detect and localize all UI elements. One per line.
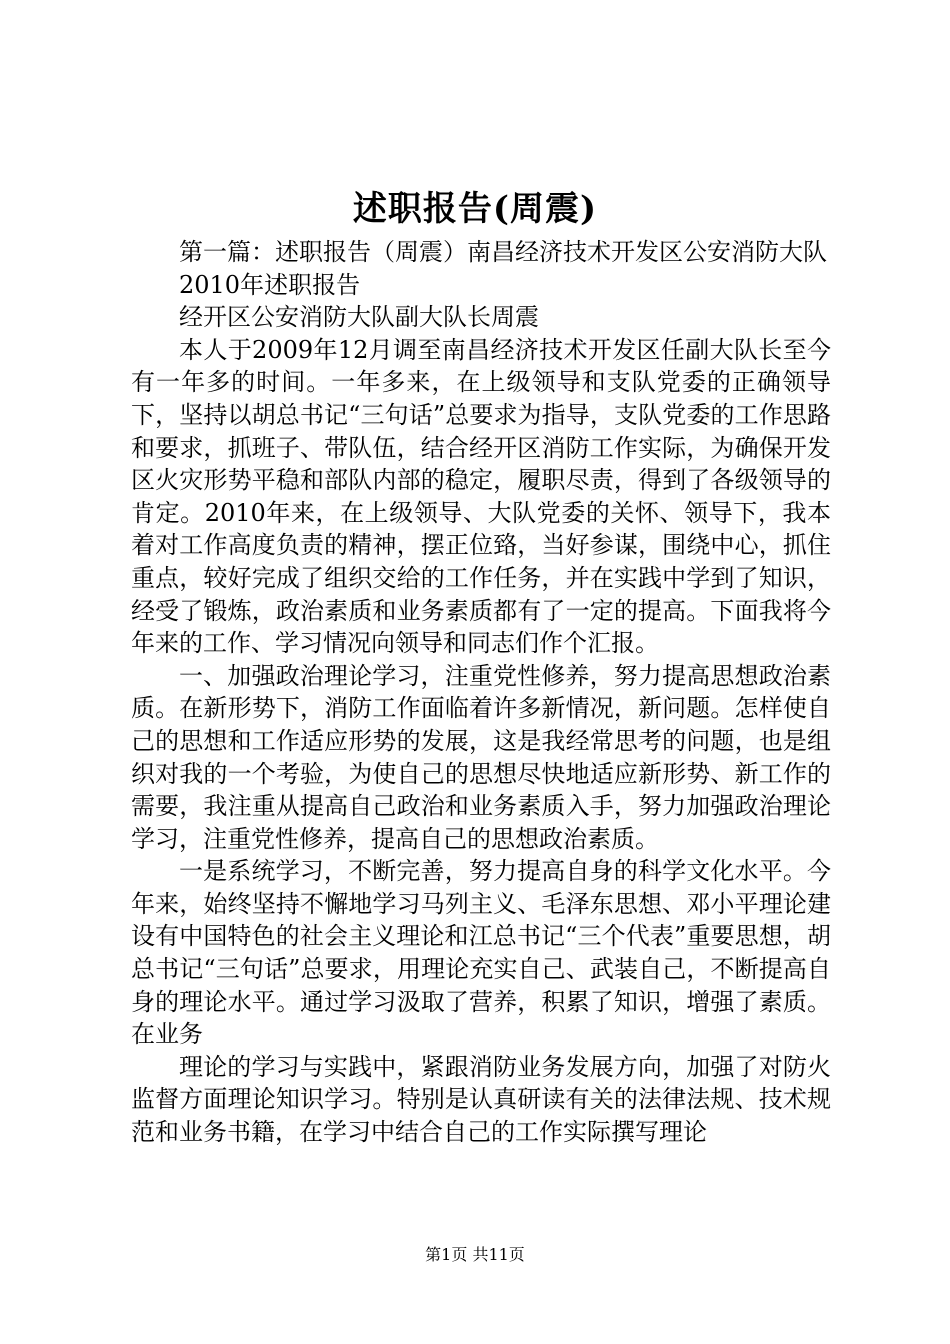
paragraph-intro: 本人于2009年12月调至南昌经济技术开发区任副大队长至今有一年多的时间。一年多来，在上级领导和支队党委的正确领导下，坚持以胡总书记“三句话”总要求为指导，支队党委的工作思路和要求，抓班子、带队伍，结合经开区消防工作实际，为确保开发区火灾形势平稳和部队内部的稳定，履职尽责，得到了各级领导的肯定。2010年来，在上级领导、大队党委的关怀、领导下，我本着对工作高度负责的精神，摆正位臵，当好参谋，围绕中心，抓住重点，较好完成了组织交给的工作任务，并在实践中学到了知识，经受了锻炼，政治素质和业务素质都有了一定的提高。下面我将今年来的工作、学习情况向领导和同志们作个汇报。 (131, 335, 831, 658)
document-body (131, 236, 831, 1149)
paragraph-author: 经开区公安消防大队副大队长周震 (179, 303, 539, 332)
paragraph-report-year: 2010年述职报告 (179, 270, 361, 299)
paragraph-section-one: 一、加强政治理论学习，注重党性修养，努力提高思想政治素质。在新形势下，消防工作面临着许多新情况，新问题。怎样使自己的思想和工作适应形势的发展，这是我经常思考的问题，也是组织对我的一个考验，为使自己的思想尽快地适应新形势、新工作的需要，我注重从提高自己政治和业务素质入手，努力加强政治理论学习，注重党性修养，提高自己的思想政治素质。 (131, 661, 831, 853)
document-title: 述职报告(周震) (352, 189, 598, 229)
paragraph-theory: 理论的学习与实践中，紧跟消防业务发展方向，加强了对防火监督方面理论知识学习。特别是认真研读有关的法律法规、技术规范和业务书籍，在学习中结合自己的工作实际撰写理论 (131, 1052, 831, 1147)
page-footer: 第1页 共11页 (425, 1245, 525, 1264)
paragraph-heading: 第一篇：述职报告（周震）南昌经济技术开发区公安消防大队 (179, 238, 827, 266)
paragraph-study: 一是系统学习，不断完善，努力提高自身的科学文化水平。今年来，始终坚持不懈地学习马列主义、毛泽东思想、邓小平理论建设有中国特色的社会主义理论和江总书记“三个代表”重要思想，胡总书记“三句话”总要求，用理论充实自己、武装自己，不断提高自身的理论水平。通过学习汲取了营养，积累了知识，增强了素质。在业务 (131, 857, 831, 1049)
